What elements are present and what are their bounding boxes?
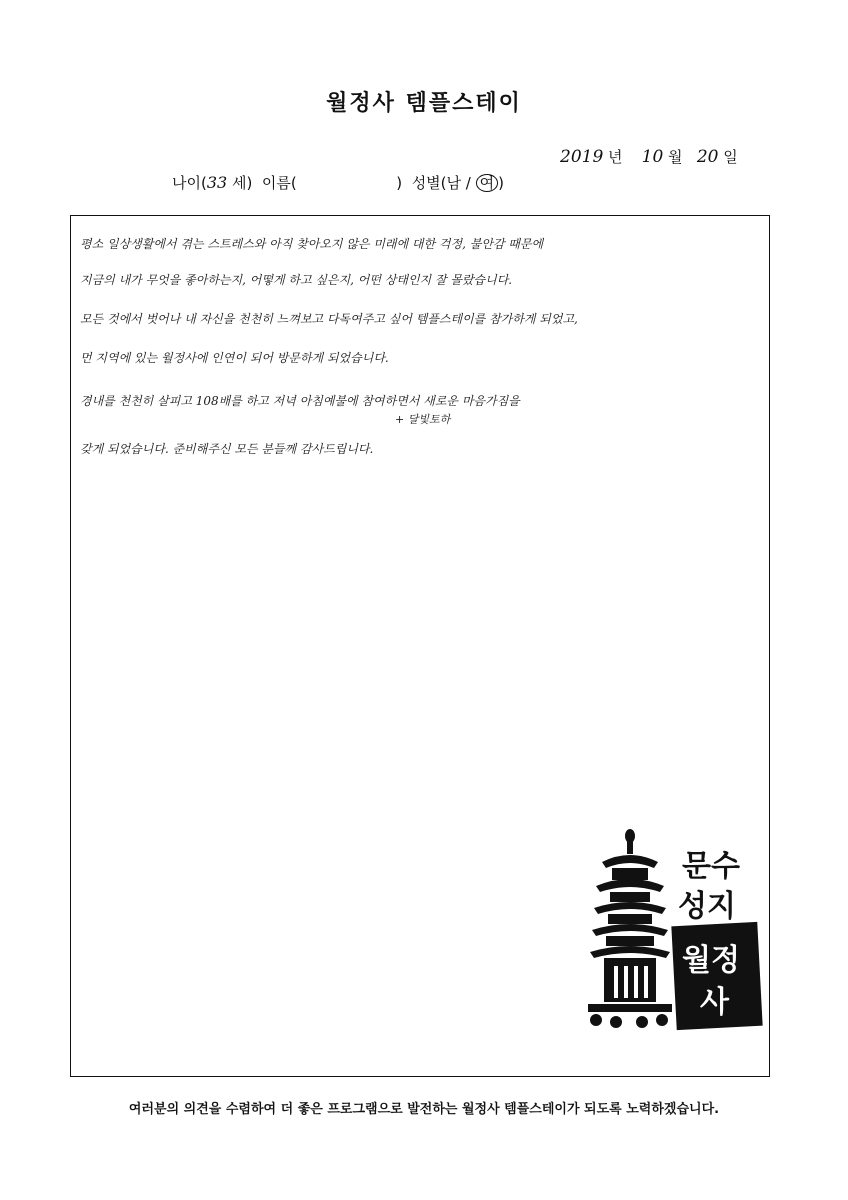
- seal-text-top: 문수: [682, 849, 740, 884]
- body-line-4: 먼 지역에 있는 월정사에 인연이 되어 방문하게 되었습니다.: [80, 351, 389, 365]
- temple-seal-logo: [582, 828, 767, 1038]
- gender-label: 성별(남 /: [411, 174, 471, 192]
- name-close: ): [396, 174, 403, 192]
- date-day-unit: 일: [723, 148, 738, 166]
- age-unit: 세): [231, 174, 253, 192]
- body-line-3: 모든 것에서 벗어나 내 자신을 천천히 느껴보고 다독여주고 싶어 템플스테이를 참가하게 되었고,: [80, 312, 578, 326]
- date-line: [560, 146, 810, 167]
- body-line-2: 지금의 내가 무엇을 좋아하는지, 어떻게 하고 싶은지, 어떤 상태인지 잘 몰랐습니다.: [80, 273, 513, 287]
- date-month-unit: 월: [668, 148, 683, 166]
- gender-selected: 여: [476, 174, 499, 192]
- name-label: 이름(: [261, 174, 297, 192]
- body-line-1: 평소 일상생활에서 겪는 스트레스와 아직 찾아오지 않은 미래에 대한 걱정, 불안감 때문에: [80, 237, 544, 251]
- date-year-unit: 년: [608, 148, 623, 166]
- age-label: 나이(: [172, 174, 207, 192]
- body-line-6: 갖게 되었습니다. 준비해주신 모든 분들께 감사드립니다.: [80, 442, 374, 456]
- seal-text-box2: 사: [700, 985, 729, 1020]
- date-year: 2019: [560, 147, 604, 167]
- body-line-5: 경내를 천천히 살피고 108배를 하고 저녁 아침예불에 참여하면서 새로운 마음가짐을: [80, 394, 520, 408]
- gender-close: ): [498, 174, 504, 192]
- date-month: 10: [641, 147, 664, 167]
- seal-text-mid: 성지: [678, 889, 736, 924]
- age-value: 33: [206, 173, 228, 192]
- page-title: 월정사 템플스테이: [326, 91, 522, 116]
- date-day: 20: [696, 147, 719, 167]
- info-line: [172, 172, 592, 193]
- footer-note: 여러분의 의견을 수렴하여 더 좋은 프로그램으로 발전하는 월정사 템플스테이가 되도록 노력하겠습니다.: [128, 1102, 720, 1117]
- seal-text-box: 월정: [682, 943, 740, 978]
- insert-note: + 달빛토하: [395, 413, 451, 426]
